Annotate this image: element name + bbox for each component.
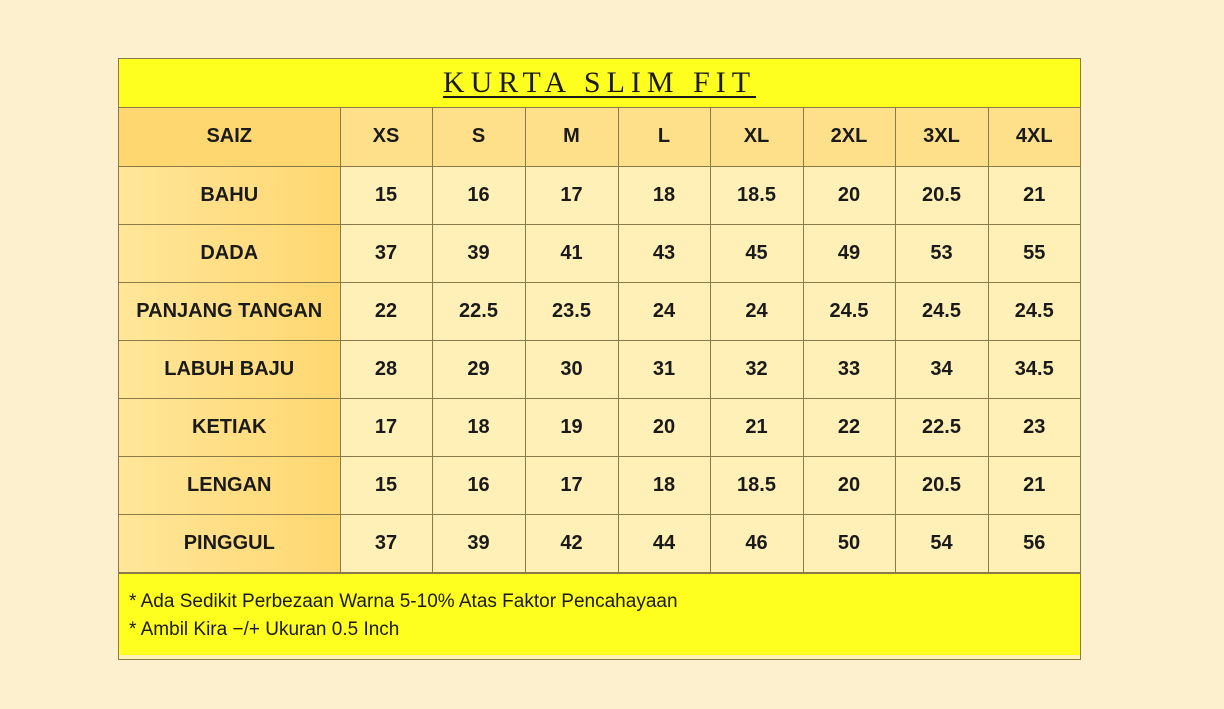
size-header-m: M — [525, 108, 618, 166]
table-cell: 45 — [710, 224, 803, 282]
size-table — [119, 108, 1080, 573]
table-cell: 46 — [710, 514, 803, 572]
table-cell: 20.5 — [895, 456, 988, 514]
table-cell: 17 — [525, 166, 618, 224]
table-row — [119, 340, 1080, 398]
table-cell: 18 — [618, 456, 710, 514]
table-cell: 20 — [618, 398, 710, 456]
table-cell: 56 — [988, 514, 1080, 572]
table-cell: 44 — [618, 514, 710, 572]
note-line: * Ambil Kira −/+ Ukuran 0.5 Inch — [129, 618, 400, 640]
table-cell: 41 — [525, 224, 618, 282]
table-cell: 22.5 — [895, 398, 988, 456]
row-label: PANJANG TANGAN — [119, 282, 340, 340]
table-cell: 21 — [710, 398, 803, 456]
table-cell: 37 — [340, 514, 432, 572]
table-cell: 21 — [988, 456, 1080, 514]
table-cell: 24.5 — [895, 282, 988, 340]
size-chart — [118, 58, 1081, 660]
size-header-3xl: 3XL — [895, 108, 988, 166]
table-cell: 17 — [340, 398, 432, 456]
table-cell: 18.5 — [710, 456, 803, 514]
table-cell: 20 — [803, 166, 895, 224]
table-cell: 39 — [432, 224, 525, 282]
table-cell: 24.5 — [803, 282, 895, 340]
table-cell: 39 — [432, 514, 525, 572]
table-row — [119, 456, 1080, 514]
table-cell: 22 — [803, 398, 895, 456]
table-cell: 24 — [618, 282, 710, 340]
table-cell: 21 — [988, 166, 1080, 224]
size-header-s: S — [432, 108, 525, 166]
table-cell: 30 — [525, 340, 618, 398]
table-cell: 33 — [803, 340, 895, 398]
table-cell: 20 — [803, 456, 895, 514]
table-cell: 16 — [432, 456, 525, 514]
table-cell: 42 — [525, 514, 618, 572]
size-header-4xl: 4XL — [988, 108, 1080, 166]
table-cell: 18 — [432, 398, 525, 456]
table-cell: 19 — [525, 398, 618, 456]
row-label: DADA — [119, 224, 340, 282]
table-row — [119, 224, 1080, 282]
table-cell: 32 — [710, 340, 803, 398]
note-line: * Ada Sedikit Perbezaan Warna 5-10% Atas Faktor Pencahayaan — [129, 590, 678, 612]
table-row — [119, 514, 1080, 572]
table-cell: 34 — [895, 340, 988, 398]
table-cell: 23 — [988, 398, 1080, 456]
table-cell: 53 — [895, 224, 988, 282]
row-label: PINGGUL — [119, 514, 340, 572]
table-cell: 18.5 — [710, 166, 803, 224]
table-cell: 15 — [340, 456, 432, 514]
title-bar — [119, 59, 1080, 108]
table-cell: 29 — [432, 340, 525, 398]
table-cell: 49 — [803, 224, 895, 282]
size-header-xl: XL — [710, 108, 803, 166]
table-cell: 55 — [988, 224, 1080, 282]
table-cell: 34.5 — [988, 340, 1080, 398]
header-row — [119, 108, 1080, 166]
size-header-xs: XS — [340, 108, 432, 166]
table-cell: 17 — [525, 456, 618, 514]
table-cell: 54 — [895, 514, 988, 572]
chart-title: KURTA SLIM FIT — [442, 66, 757, 99]
table-cell: 22.5 — [432, 282, 525, 340]
corner-label: SAIZ — [119, 108, 340, 166]
table-row — [119, 398, 1080, 456]
table-cell: 20.5 — [895, 166, 988, 224]
table-cell: 37 — [340, 224, 432, 282]
row-label: KETIAK — [119, 398, 340, 456]
notes-box — [119, 573, 1080, 655]
table-cell: 31 — [618, 340, 710, 398]
row-label: LABUH BAJU — [119, 340, 340, 398]
table-cell: 15 — [340, 166, 432, 224]
table-cell: 28 — [340, 340, 432, 398]
table-body — [119, 166, 1080, 572]
row-label: LENGAN — [119, 456, 340, 514]
table-cell: 16 — [432, 166, 525, 224]
table-row — [119, 166, 1080, 224]
table-cell: 23.5 — [525, 282, 618, 340]
table-cell: 43 — [618, 224, 710, 282]
table-cell: 18 — [618, 166, 710, 224]
table-cell: 24 — [710, 282, 803, 340]
table-row — [119, 282, 1080, 340]
table-cell: 22 — [340, 282, 432, 340]
row-label: BAHU — [119, 166, 340, 224]
table-cell: 24.5 — [988, 282, 1080, 340]
table-cell: 50 — [803, 514, 895, 572]
size-header-l: L — [618, 108, 710, 166]
size-header-2xl: 2XL — [803, 108, 895, 166]
